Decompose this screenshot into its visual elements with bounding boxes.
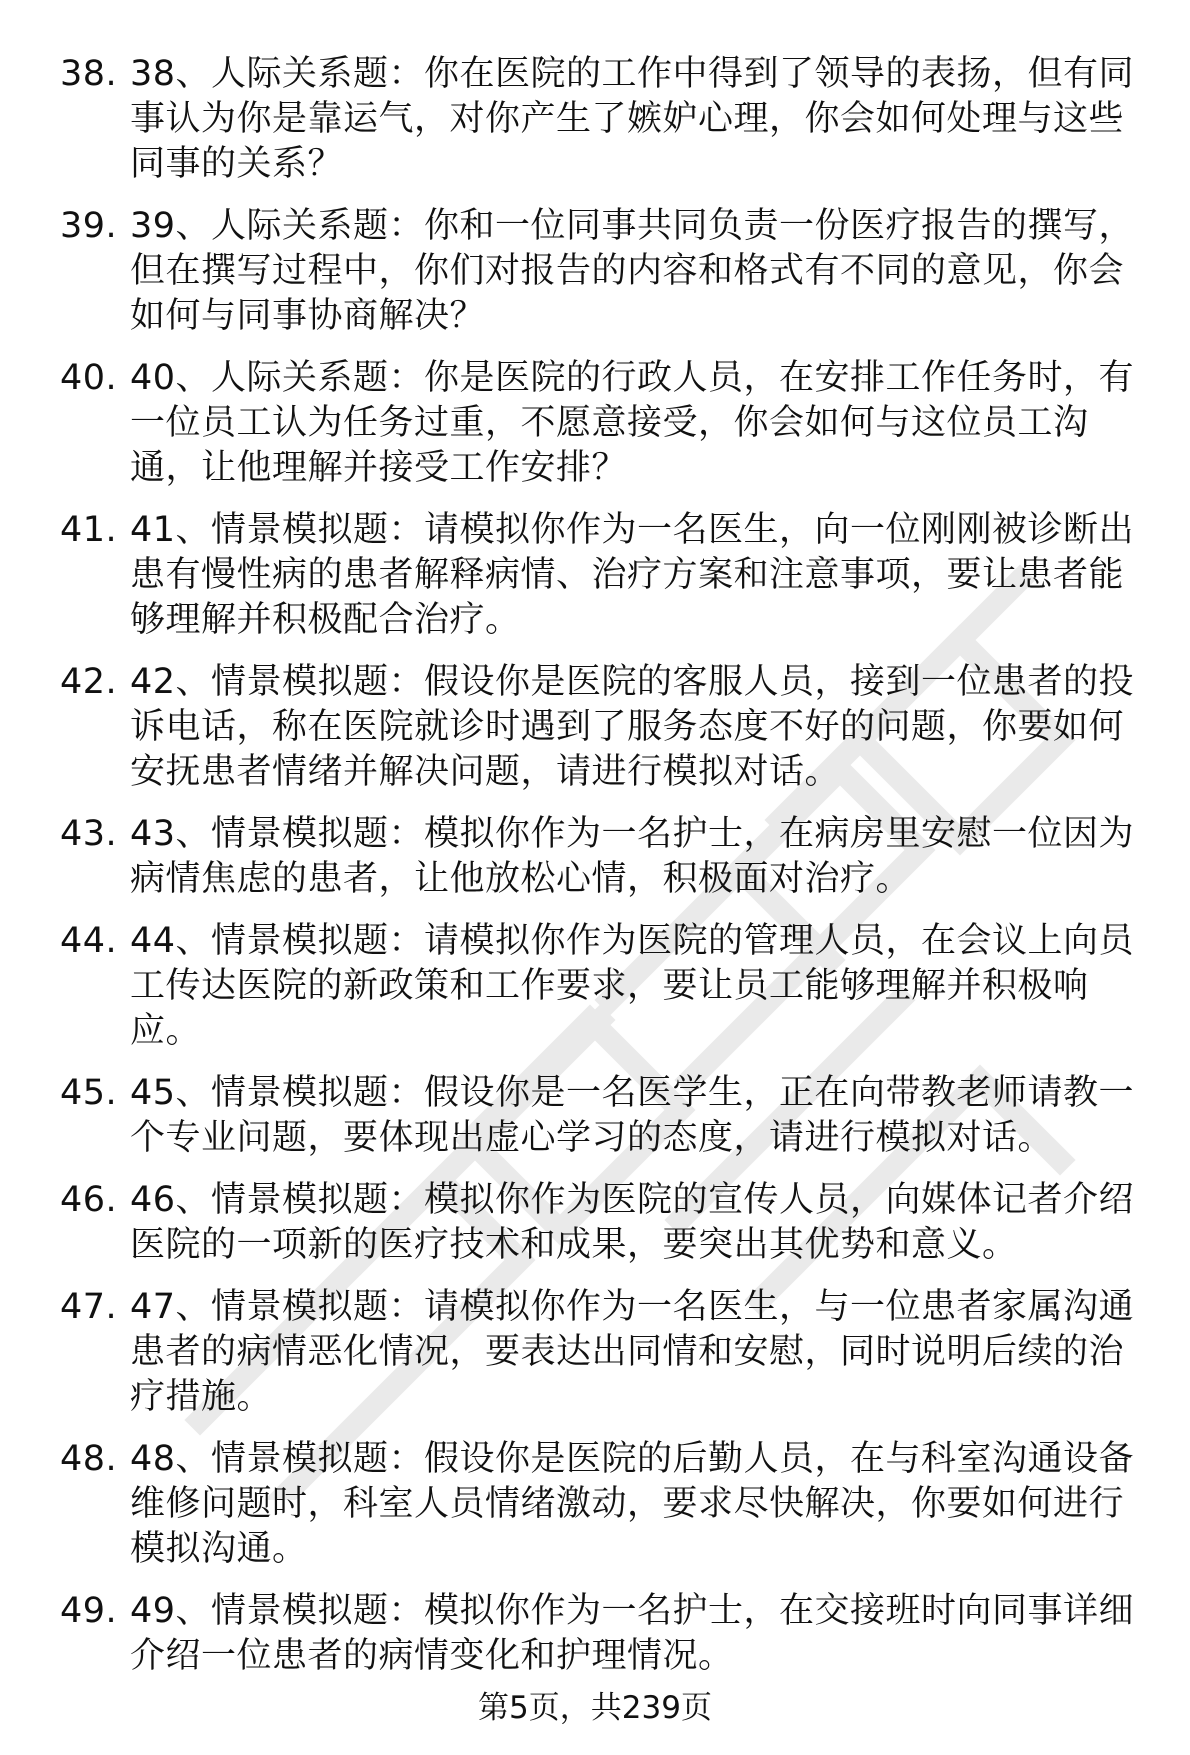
list-item — [60, 204, 1150, 339]
question-number: 42. — [60, 662, 118, 702]
question-text: 41、情景模拟题：请模拟你作为一名医生，向一位刚刚被诊断出患有慢性病的患者解释病情、治疗方案和注意事项，要让患者能够理解并积极配合治疗。 — [130, 510, 1135, 640]
question-text: 40、人际关系题：你是医院的行政人员，在安排工作任务时，有一位员工认为任务过重，不愿意接受，你会如何与这位员工沟通，让他理解并接受工作安排？ — [130, 358, 1135, 488]
question-number: 40. — [60, 358, 118, 398]
question-text: 46、情景模拟题：模拟你作为医院的宣传人员，向媒体记者介绍医院的一项新的医疗技术和成果，要突出其优势和意义。 — [130, 1180, 1135, 1265]
page-footer — [0, 1688, 1190, 1728]
question-text: 45、情景模拟题：假设你是一名医学生，正在向带教老师请教一个专业问题，要体现出虚心学习的态度，请进行模拟对话。 — [130, 1073, 1135, 1158]
question-number: 45. — [60, 1073, 118, 1113]
question-text: 47、情景模拟题：请模拟你作为一名医生，与一位患者家属沟通患者的病情恶化情况，要表达出同情和安慰，同时说明后续的治疗措施。 — [130, 1287, 1135, 1417]
question-list — [60, 52, 1150, 1696]
question-text: 43、情景模拟题：模拟你作为一名护士，在病房里安慰一位因为病情焦虑的患者，让他放松心情，积极面对治疗。 — [130, 814, 1135, 899]
question-text: 39、人际关系题：你和一位同事共同负责一份医疗报告的撰写，但在撰写过程中，你们对报告的内容和格式有不同的意见，你会如何与同事协商解决？ — [130, 206, 1135, 336]
question-number: 38. — [60, 54, 118, 94]
question-number: 46. — [60, 1180, 118, 1220]
list-item — [60, 52, 1150, 187]
question-number: 47. — [60, 1287, 118, 1327]
question-text: 48、情景模拟题：假设你是医院的后勤人员，在与科室沟通设备维修问题时，科室人员情绪激动，要求尽快解决，你要如何进行模拟沟通。 — [130, 1439, 1135, 1569]
question-number: 44. — [60, 921, 118, 961]
question-text: 44、情景模拟题：请模拟你作为医院的管理人员，在会议上向员工传达医院的新政策和工作要求，要让员工能够理解并积极响应。 — [130, 921, 1135, 1051]
list-item — [60, 1071, 1150, 1161]
page-number-label: 第5页，共239页 — [478, 1690, 712, 1726]
list-item — [60, 356, 1150, 491]
list-item — [60, 1178, 1150, 1268]
question-number: 43. — [60, 814, 118, 854]
question-number: 48. — [60, 1439, 118, 1479]
question-number: 49. — [60, 1591, 118, 1631]
list-item — [60, 1589, 1150, 1679]
list-item — [60, 1437, 1150, 1572]
list-item — [60, 812, 1150, 902]
list-item — [60, 1285, 1150, 1420]
list-item — [60, 919, 1150, 1054]
question-text: 49、情景模拟题：模拟你作为一名护士，在交接班时向同事详细介绍一位患者的病情变化和护理情况。 — [130, 1591, 1135, 1676]
question-text: 42、情景模拟题：假设你是医院的客服人员，接到一位患者的投诉电话，称在医院就诊时遇到了服务态度不好的问题，你要如何安抚患者情绪并解决问题，请进行模拟对话。 — [130, 662, 1135, 792]
question-text: 38、人际关系题：你在医院的工作中得到了领导的表扬，但有同事认为你是靠运气，对你产生了嫉妒心理，你会如何处理与这些同事的关系？ — [130, 54, 1135, 184]
question-number: 39. — [60, 206, 118, 246]
list-item — [60, 660, 1150, 795]
question-number: 41. — [60, 510, 118, 550]
list-item — [60, 508, 1150, 643]
